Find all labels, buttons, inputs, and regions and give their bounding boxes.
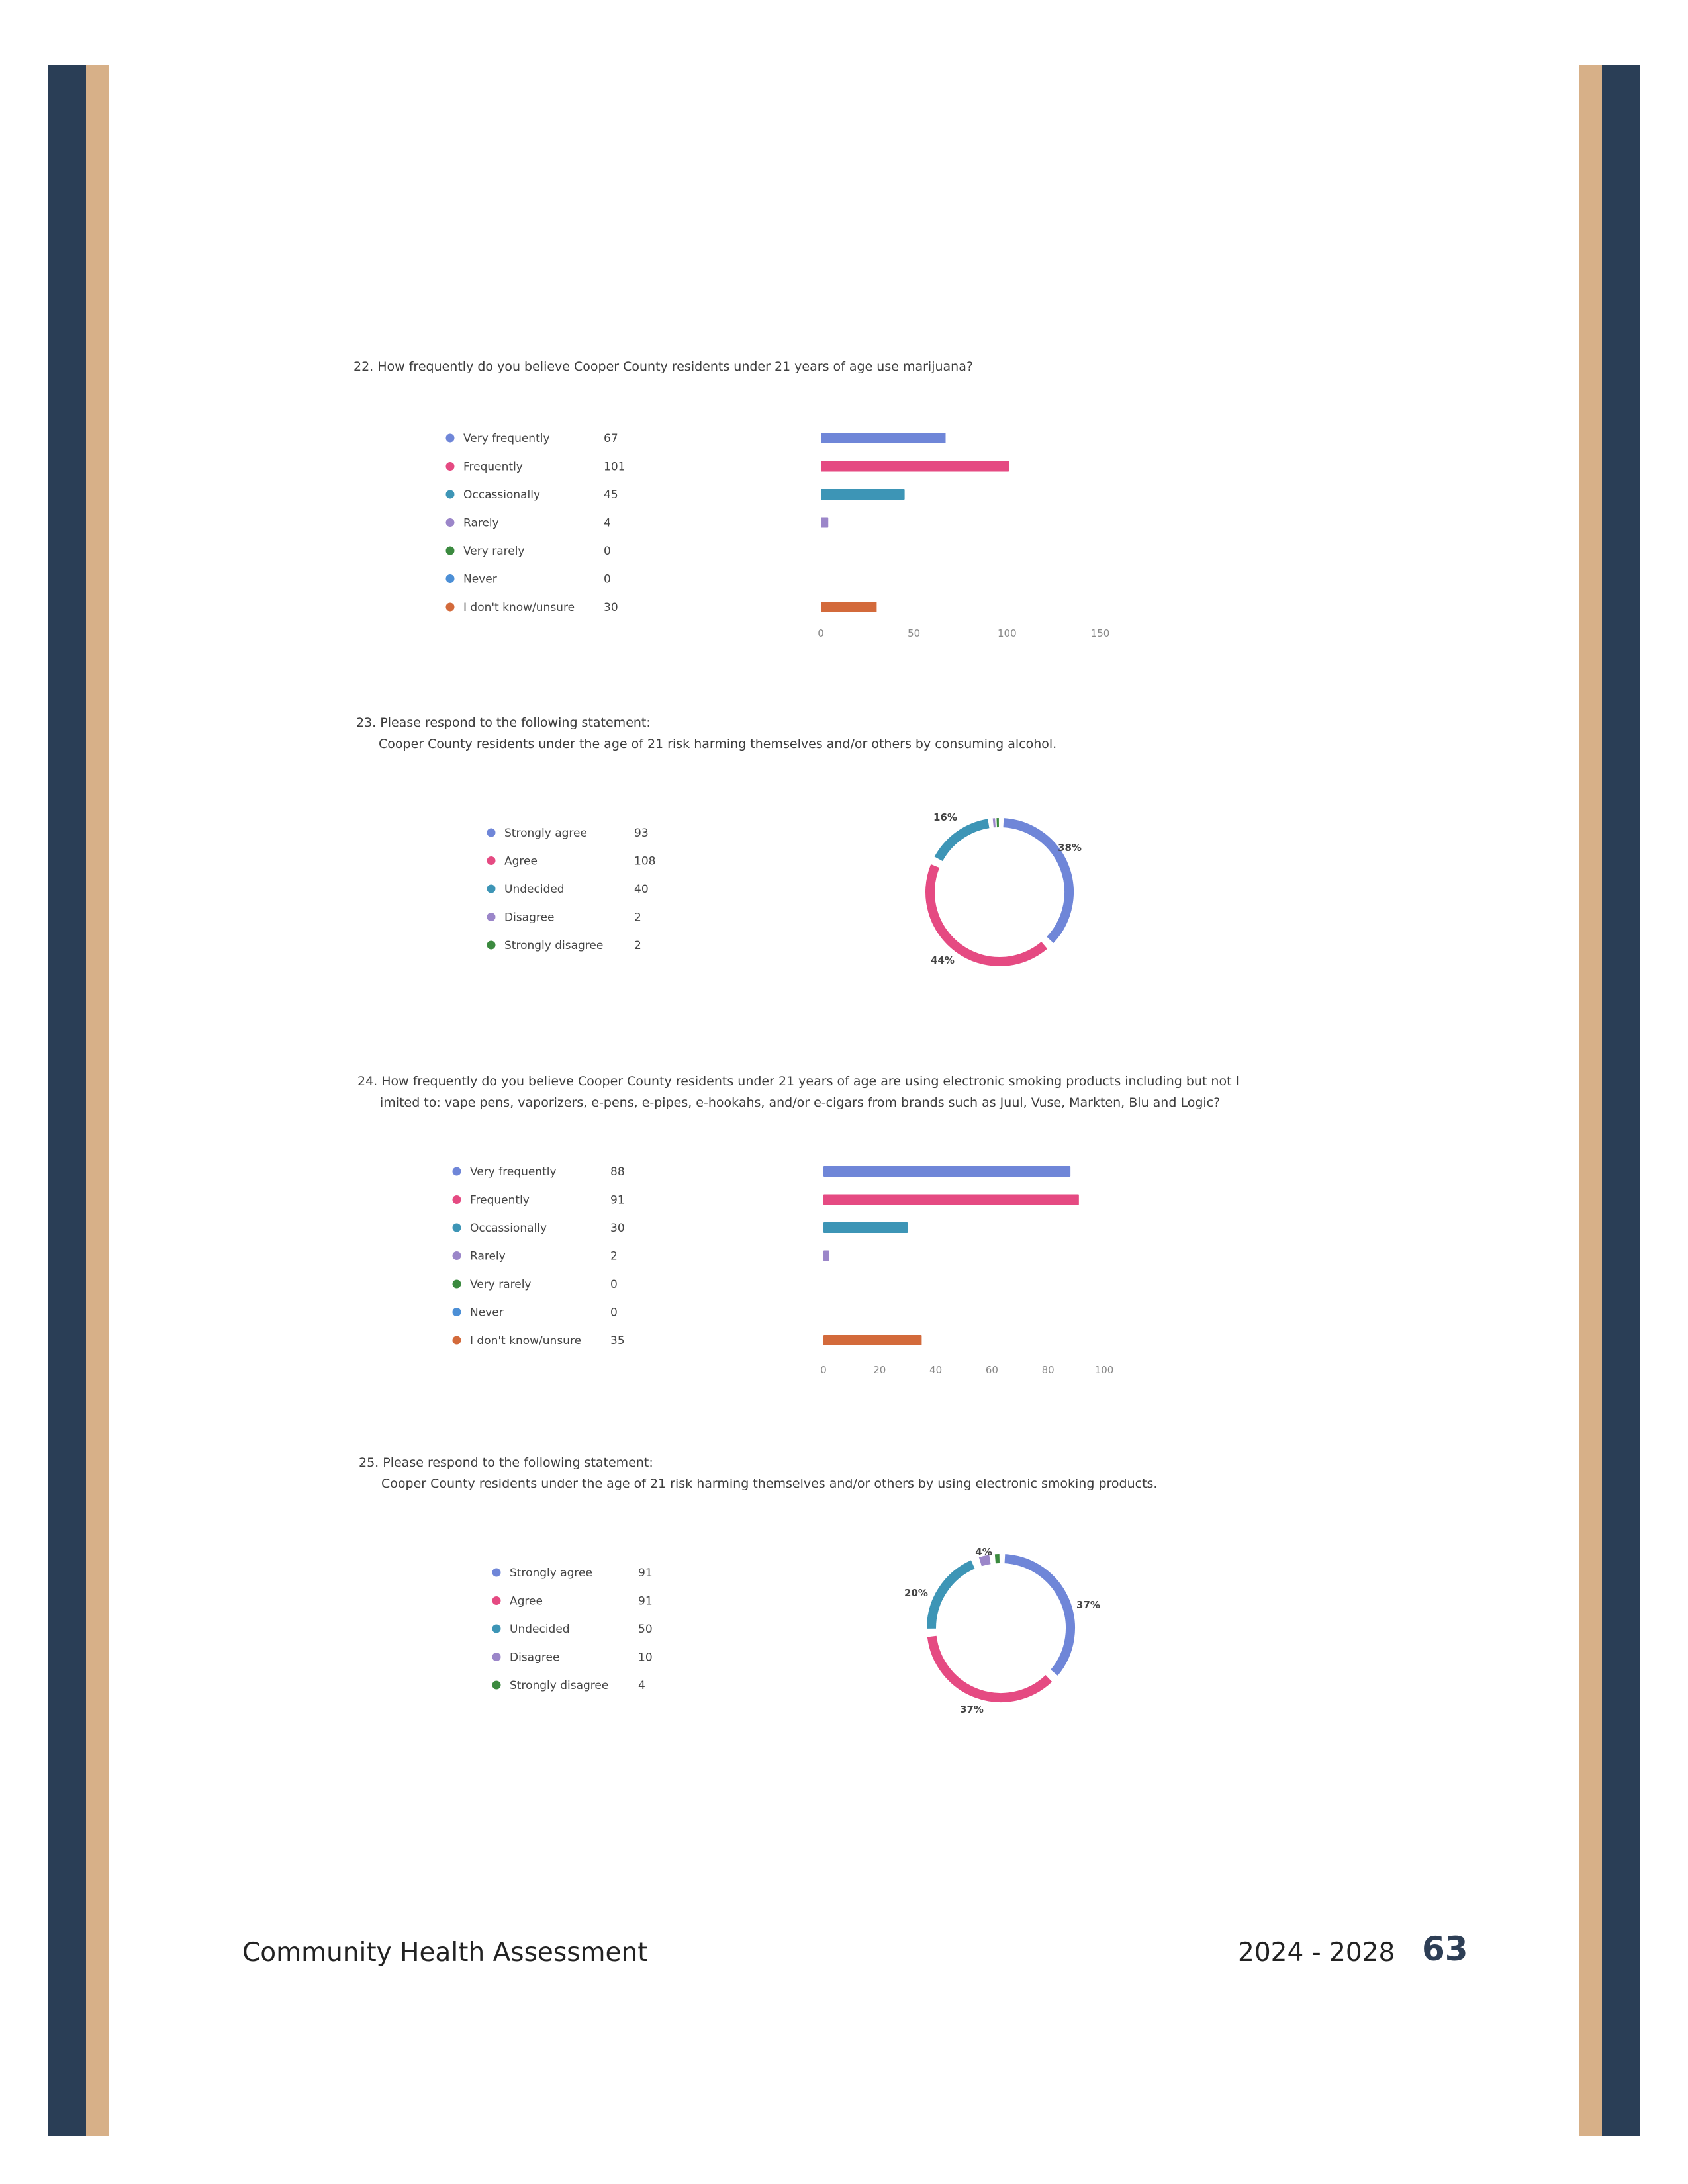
- legend-value-very-frequently: 67: [604, 432, 618, 445]
- question-22-text: 22. How frequently do you believe Cooper County residents under 21 years of age use marijuana?: [353, 359, 973, 374]
- legend-label-disagree: Disagree: [510, 1651, 560, 1664]
- legend-value-very-rarely: 0: [610, 1278, 618, 1291]
- question-23-line1: 23. Please respond to the following statement:: [356, 715, 651, 730]
- legend-value-very-rarely: 0: [604, 545, 611, 558]
- x-tick-label-40: 40: [929, 1364, 943, 1376]
- legend-label-agree: Agree: [504, 854, 538, 868]
- legend-label-strongly-agree: Strongly agree: [504, 827, 587, 840]
- legend-value-frequently: 101: [604, 460, 626, 474]
- legend-label-agree: Agree: [510, 1594, 543, 1608]
- x-tick-label-80: 80: [1041, 1364, 1055, 1376]
- legend-label-undecided: Undecided: [510, 1623, 570, 1636]
- donut-slice-disagree: [980, 1559, 990, 1561]
- legend-label-undecided: Undecided: [504, 883, 565, 896]
- legend-label-frequently: Frequently: [463, 460, 523, 474]
- legend-dot-strongly-agree: [492, 1569, 501, 1577]
- legend-label-frequently: Frequently: [470, 1193, 530, 1207]
- legend-label-rarely: Rarely: [470, 1250, 506, 1263]
- legend-label-very-rarely: Very rarely: [470, 1278, 532, 1291]
- question-25-line1: 25. Please respond to the following statement:: [359, 1455, 653, 1470]
- footer-years: 2024 - 2028: [1238, 1938, 1395, 1968]
- pct-label-strongly-agree: 37%: [1076, 1599, 1100, 1611]
- question-24-line2: imited to: vape pens, vaporizers, e-pens, e-pipes, e-hookahs, and/or e-cigars from brands such as Juul, Vuse, Markten, Blu and Logic?: [380, 1095, 1221, 1110]
- legend-dot-undecided: [492, 1625, 501, 1633]
- legend-value-never: 0: [604, 572, 611, 586]
- legend-value-never: 0: [610, 1306, 618, 1320]
- legend-label-strongly-disagree: Strongly disagree: [504, 939, 604, 952]
- question-24-line1: 24. How frequently do you believe Cooper County residents under 21 years of age are using electronic smoking products including but not l: [357, 1074, 1239, 1089]
- legend-value-agree: 108: [634, 854, 656, 868]
- pct-label-strongly-agree: 38%: [1058, 842, 1082, 854]
- legend-value-very-frequently: 88: [610, 1165, 625, 1179]
- legend-label-strongly-disagree: Strongly disagree: [510, 1679, 609, 1692]
- pct-label-disagree: 4%: [975, 1546, 992, 1558]
- legend-label-occassionally: Occassionally: [470, 1222, 547, 1235]
- x-tick-label-150: 150: [1090, 627, 1110, 639]
- legend-label-occassionally: Occassionally: [463, 488, 541, 502]
- x-tick-label-0: 0: [818, 627, 824, 639]
- legend-label-very-frequently: Very frequently: [463, 432, 550, 445]
- legend-dot-strongly-disagree: [492, 1681, 501, 1690]
- pct-label-undecided: 16%: [933, 811, 957, 823]
- legend-value-undecided: 50: [638, 1623, 653, 1636]
- question-25-line2: Cooper County residents under the age of 21 risk harming themselves and/or others by using electronic smoking products.: [381, 1477, 1158, 1491]
- legend-value-rarely: 2: [610, 1250, 618, 1263]
- pct-label-agree: 37%: [960, 1704, 984, 1715]
- footer-title: Community Health Assessment: [242, 1938, 648, 1968]
- legend-label-i-don-t-know-unsure: I don't know/unsure: [470, 1334, 582, 1347]
- legend-value-agree: 91: [638, 1594, 653, 1608]
- pct-label-agree: 44%: [931, 954, 955, 966]
- legend-label-rarely: Rarely: [463, 516, 499, 530]
- x-tick-label-20: 20: [873, 1364, 886, 1376]
- legend-value-disagree: 2: [634, 911, 641, 925]
- legend-label-never: Never: [470, 1306, 504, 1320]
- question-23-line2: Cooper County residents under the age of 21 risk harming themselves and/or others by consuming alcohol.: [379, 737, 1057, 751]
- legend-value-i-don-t-know-unsure: 35: [610, 1334, 625, 1347]
- donut-slice-undecided: [931, 1565, 973, 1629]
- page-number: 63: [1422, 1930, 1468, 1968]
- x-tick-label-60: 60: [985, 1364, 998, 1376]
- legend-label-disagree: Disagree: [504, 911, 555, 925]
- legend-value-frequently: 91: [610, 1193, 625, 1207]
- legend-value-strongly-agree: 91: [638, 1567, 653, 1580]
- legend-value-i-don-t-know-unsure: 30: [604, 601, 618, 614]
- legend-value-strongly-agree: 93: [634, 827, 649, 840]
- donut-slice-agree: [932, 1637, 1049, 1698]
- legend-dot-agree: [492, 1596, 501, 1605]
- legend-value-rarely: 4: [604, 516, 611, 530]
- legend-label-very-frequently: Very frequently: [470, 1165, 557, 1179]
- legend-label-strongly-agree: Strongly agree: [510, 1567, 592, 1580]
- legend-value-strongly-disagree: 2: [634, 939, 641, 952]
- legend-value-disagree: 10: [638, 1651, 653, 1664]
- legend-dot-disagree: [492, 1653, 501, 1661]
- x-tick-label-0: 0: [820, 1364, 827, 1376]
- x-tick-label-100: 100: [1094, 1364, 1114, 1376]
- legend-label-never: Never: [463, 572, 497, 586]
- legend-label-very-rarely: Very rarely: [463, 545, 525, 558]
- pct-label-undecided: 20%: [904, 1587, 928, 1599]
- legend-value-occassionally: 45: [604, 488, 618, 502]
- legend-value-undecided: 40: [634, 883, 649, 896]
- donut-slice-strongly-agree: [1005, 1559, 1070, 1672]
- legend-value-strongly-disagree: 4: [638, 1679, 645, 1692]
- legend-value-occassionally: 30: [610, 1222, 625, 1235]
- x-tick-label-100: 100: [998, 627, 1017, 639]
- x-tick-label-50: 50: [908, 627, 921, 639]
- legend-label-i-don-t-know-unsure: I don't know/unsure: [463, 601, 575, 614]
